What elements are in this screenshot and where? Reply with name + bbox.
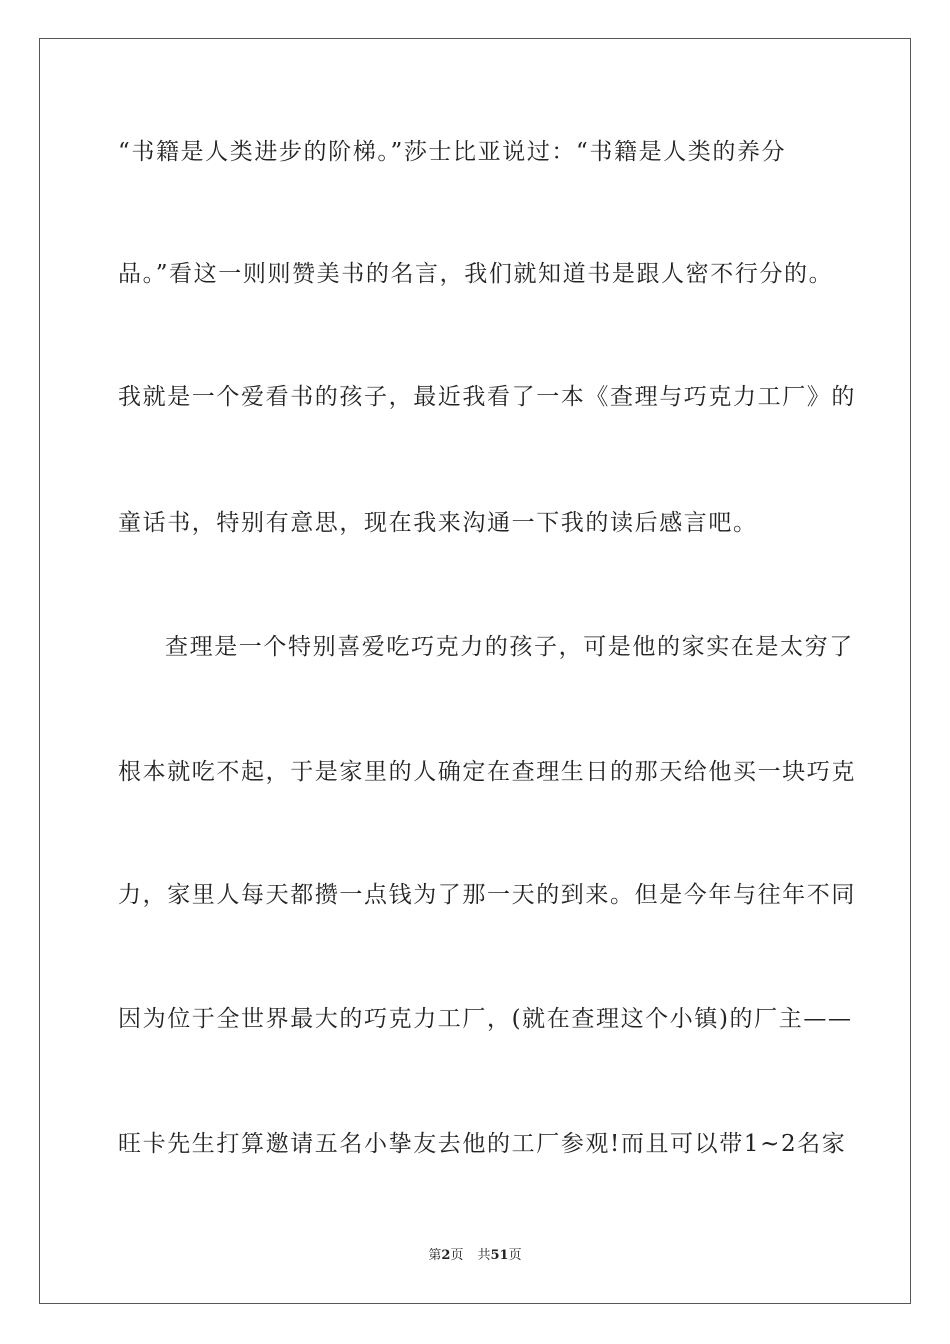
page-number: 2 (441, 1248, 451, 1263)
paragraph-first-line: 查理是一个特别喜爱吃巧克力的孩子，可是他的家实在是太穷了 (165, 634, 854, 660)
total-pages: 51 (490, 1248, 509, 1263)
text-line: 根本就吃不起，于是家里的人确定在查理生日的那天给他买一块巧克 (118, 759, 856, 785)
page-footer (0, 1247, 950, 1265)
text-line: “书籍是人类进步的阶梯。”莎士比亚说过：“书籍是人类的养分 (118, 139, 787, 165)
page-border (39, 38, 911, 1304)
text-line: 力，家里人每天都攒一点钱为了那一天的到来。但是今年与往年不同 (118, 882, 856, 908)
total-suffix: 页 (508, 1248, 522, 1263)
text-line: 因为位于全世界最大的巧克力工厂，(就在查理这个小镇)的厂主—— (118, 1006, 853, 1032)
total-prefix: 共 (477, 1248, 491, 1263)
text-line: 品。”看这一则则赞美书的名言，我们就知道书是跟人密不行分的。 (118, 261, 834, 287)
text-line: 童话书，特别有意思，现在我来沟通一下我的读后感言吧。 (118, 510, 758, 536)
text-line: 我就是一个爱看书的孩子，最近我看了一本《查理与巧克力工厂》的 (118, 384, 856, 410)
page-prefix: 第 (428, 1248, 442, 1263)
page-suffix: 页 (450, 1248, 464, 1263)
text-line: 旺卡先生打算邀请五名小挚友去他的工厂参观!而且可以带1~2名家 (118, 1131, 847, 1157)
